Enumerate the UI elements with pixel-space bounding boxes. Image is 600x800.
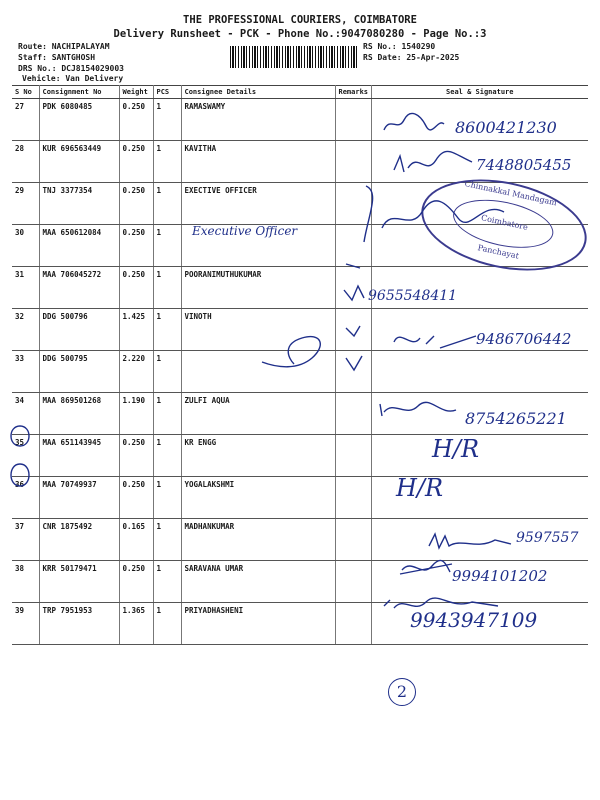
handwritten-phone-31: 9655548411 (368, 288, 458, 304)
cell-weight: 0.165 (119, 519, 153, 561)
cell-pcs: 1 (153, 309, 181, 351)
cell-consignment: CNR 1875492 (39, 519, 119, 561)
col-header-sno: S No (12, 86, 39, 99)
cell-consignment: KUR 696563449 (39, 141, 119, 183)
handwritten-phone-27: 8600421230 (455, 118, 557, 137)
signature-34 (376, 398, 460, 420)
cell-sno: 37 (12, 519, 39, 561)
cell-sno: 35 (12, 435, 39, 477)
cell-weight: 0.250 (119, 435, 153, 477)
table-row (12, 435, 588, 477)
cell-consignee: KR ENGG (181, 435, 335, 477)
signature-37 (425, 530, 515, 552)
handwritten-phone-28: 7448805455 (476, 156, 572, 174)
staff-label: Staff: SANTGHOSH (18, 53, 96, 62)
cell-sno: 32 (12, 309, 39, 351)
cell-sno: 29 (12, 183, 39, 225)
col-header-seal: Seal & Signature (371, 86, 588, 99)
cell-consignment: MAA 706045272 (39, 267, 119, 309)
cell-consignment: DDG 500796 (39, 309, 119, 351)
cell-remarks (335, 435, 371, 477)
vehicle-label: Vehicle: Van Delivery (22, 74, 124, 83)
cell-sno: 34 (12, 393, 39, 435)
cell-consignment: TRP 7951953 (39, 603, 119, 645)
col-header-remarks: Remarks (335, 86, 371, 99)
signature-39 (380, 594, 500, 616)
handwritten-hr-35: H/R (432, 435, 480, 463)
route-label: Route: NACHIPALAYAM (18, 42, 110, 51)
cell-pcs: 1 (153, 351, 181, 393)
cell-sno: 31 (12, 267, 39, 309)
signature-27 (380, 112, 450, 136)
runsheet-subtitle: Delivery Runsheet - PCK - Phone No.:9047080280 - Page No.:3 (113, 28, 487, 40)
cell-pcs: 1 (153, 225, 181, 267)
cell-consignee: EXECTIVE OFFICER (181, 183, 335, 225)
signature-32 (258, 328, 328, 372)
cell-weight: 1.190 (119, 393, 153, 435)
col-header-weight: Weight (119, 86, 153, 99)
drs-label: DRS No.: DCJ8154029003 (18, 64, 124, 73)
stamp-ring-text: Chinnakkal Mandagam (463, 179, 558, 208)
cell-consignment: MAA 869501268 (39, 393, 119, 435)
signature-38 (398, 556, 454, 578)
cell-consignee: VINOTH (181, 309, 335, 351)
cell-remarks (335, 99, 371, 141)
cell-weight: 0.250 (119, 183, 153, 225)
cell-sno: 39 (12, 603, 39, 645)
cell-consignee: SARAVANA UMAR (181, 561, 335, 603)
page-number-circle: 2 (388, 678, 416, 706)
cell-weight: 2.220 (119, 351, 153, 393)
col-header-consignee: Consignee Details (181, 86, 335, 99)
cell-consignment: PDK 6080485 (39, 99, 119, 141)
cell-remarks (335, 603, 371, 645)
cell-pcs: 1 (153, 561, 181, 603)
cell-pcs: 1 (153, 183, 181, 225)
rs-date: RS Date: 25-Apr-2025 (363, 53, 460, 62)
cell-sno: 36 (12, 477, 39, 519)
col-header-pcs: PCS (153, 86, 181, 99)
cell-sno: 38 (12, 561, 39, 603)
col-header-consignment: Consignment No (39, 86, 119, 99)
cell-consignee: POORANIMUTHUKUMAR (181, 267, 335, 309)
circled-row-36 (6, 462, 34, 488)
cell-remarks (335, 561, 371, 603)
cell-sno: 30 (12, 225, 39, 267)
cell-weight: 0.250 (119, 267, 153, 309)
stamp-bottom-text: Panchayat (476, 243, 520, 261)
table-row (12, 477, 588, 519)
cell-pcs: 1 (153, 267, 181, 309)
cell-consignment: MAA 70749937 (39, 477, 119, 519)
table-row (12, 267, 588, 309)
handwritten-phone-38: 9994101202 (452, 567, 548, 585)
stamp-center-text: Coimbatore (480, 213, 529, 232)
signature-33 (390, 326, 478, 354)
handwritten-hr-36: H/R (396, 474, 444, 502)
cell-weight: 0.250 (119, 141, 153, 183)
cell-consignment: KRR 50179471 (39, 561, 119, 603)
cell-consignment: MAA 651143945 (39, 435, 119, 477)
cell-remarks (335, 141, 371, 183)
cell-sno: 28 (12, 141, 39, 183)
cell-consignee: MADHANKUMAR (181, 519, 335, 561)
cell-weight: 0.250 (119, 561, 153, 603)
signature-28 (392, 150, 476, 178)
company-title: THE PROFESSIONAL COURIERS, COIMBATORE (183, 14, 417, 26)
remarks-mark-32-33 (342, 322, 368, 378)
remarks-mark-31-32 (340, 258, 384, 306)
cell-weight: 0.250 (119, 225, 153, 267)
barcode (230, 46, 358, 68)
handwritten-phone-33: 9486706442 (476, 330, 572, 348)
signature-29-30 (358, 182, 508, 258)
cell-remarks (335, 519, 371, 561)
cell-pcs: 1 (153, 141, 181, 183)
handwritten-phone-39: 9943947109 (410, 608, 538, 632)
cell-seal-signature (371, 435, 588, 477)
cell-pcs: 1 (153, 435, 181, 477)
cell-consignment: MAA 650612084 (39, 225, 119, 267)
rs-number: RS No.: 1540290 (363, 42, 436, 51)
cell-consignee: PRIYADHASHENI (181, 603, 335, 645)
cell-seal-signature (371, 351, 588, 393)
cell-weight: 0.250 (119, 99, 153, 141)
cell-pcs: 1 (153, 477, 181, 519)
cell-consignee: YOGALAKSHMI (181, 477, 335, 519)
cell-consignment: DDG 500795 (39, 351, 119, 393)
cell-pcs: 1 (153, 393, 181, 435)
handwritten-phone-34: 8754265221 (465, 409, 567, 428)
circled-row-35 (6, 424, 34, 448)
cell-consignee: ZULFI AQUA (181, 393, 335, 435)
cell-pcs: 1 (153, 603, 181, 645)
cell-sno: 33 (12, 351, 39, 393)
cell-sno: 27 (12, 99, 39, 141)
table-header-row (12, 86, 588, 99)
cell-pcs: 1 (153, 519, 181, 561)
cell-weight: 0.250 (119, 477, 153, 519)
cell-weight: 1.425 (119, 309, 153, 351)
cell-consignment: TNJ 3377354 (39, 183, 119, 225)
cell-weight: 1.365 (119, 603, 153, 645)
cell-consignee: KAVITHA (181, 141, 335, 183)
cell-pcs: 1 (153, 99, 181, 141)
cell-remarks (335, 393, 371, 435)
handwritten-consignee-30: Executive Officer (192, 224, 298, 238)
cell-consignee: RAMASWAMY (181, 99, 335, 141)
cell-remarks (335, 477, 371, 519)
handwritten-phone-37: 9597557 (516, 530, 579, 546)
